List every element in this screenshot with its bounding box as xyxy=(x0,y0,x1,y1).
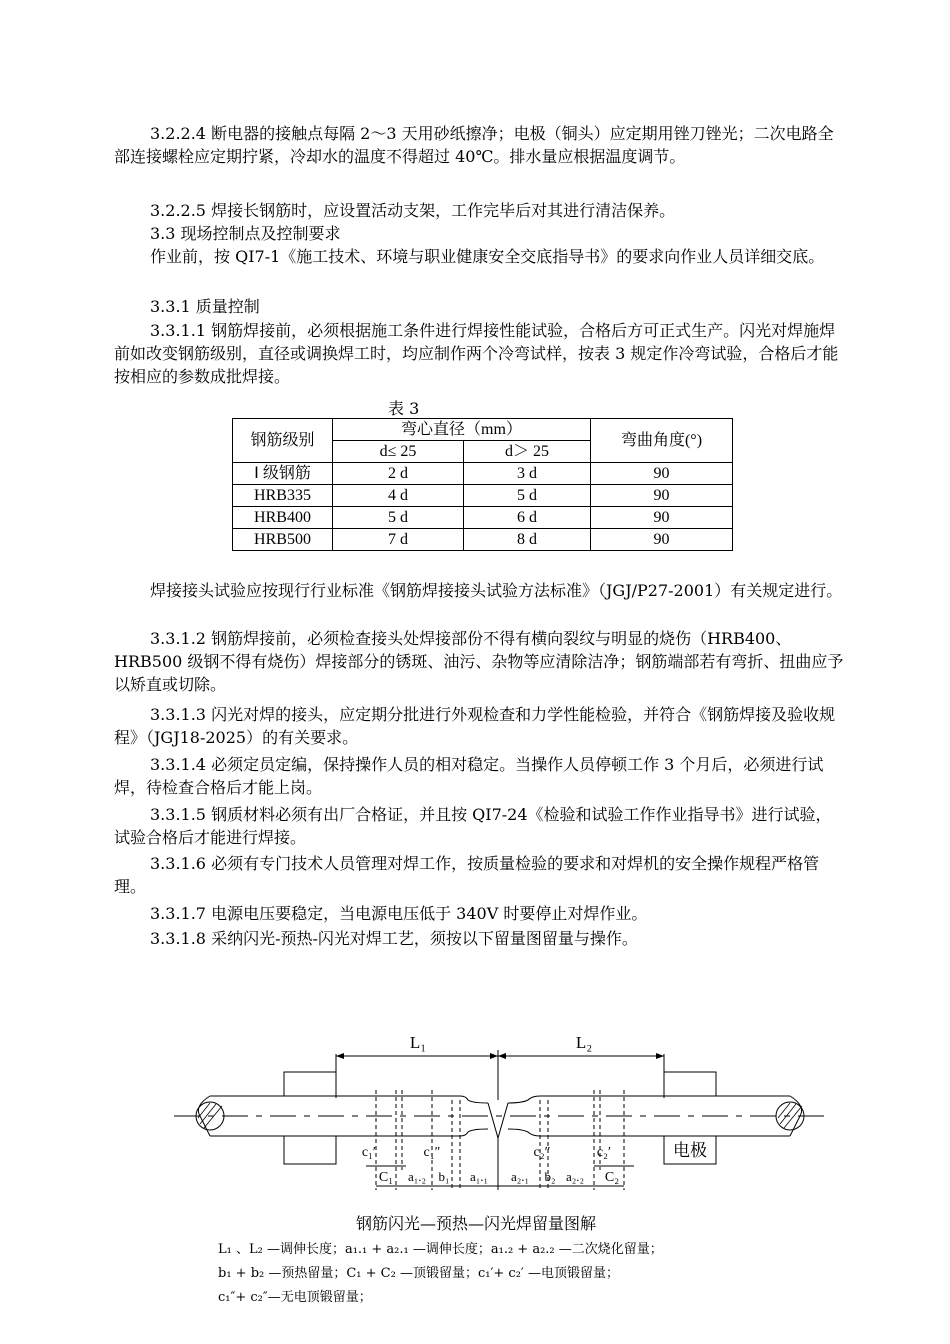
bend-test-table xyxy=(232,418,733,551)
paragraph-3-3-1-2: 3.3.1.2 钢筋焊接前，必须检查接头处焊接部份不得有横向裂纹与明显的烧伤（HRB400、HRB500 级钢不得有烧伤）焊接部分的锈斑、油污、杂物等应清除洁净；钢筋端部若有弯折、扭曲应予以矫直或切除。 xyxy=(114,629,844,694)
paragraph-3-3-1-7: 3.3.1.7 电源电压要稳定，当电源电压低于 340V 时要停止对焊作业。 xyxy=(150,904,648,923)
table-row xyxy=(233,529,733,551)
left-bar-top-edge xyxy=(210,1096,488,1103)
label-c2-prime: c₂′ xyxy=(596,1145,612,1160)
cell-angle: 90 xyxy=(591,507,733,529)
label-a22: a₂.₂ xyxy=(565,1169,585,1184)
label-C1: C₁ xyxy=(378,1170,394,1185)
cell-d-small: 4 d xyxy=(333,485,464,507)
joint-v xyxy=(488,1103,508,1138)
paragraph-3-3-1-4: 3.3.1.4 必须定员定编，保持操作人员的相对稳定。当操作人员停顿工作 3 个月后，必须进行试焊，待检查合格后才能上岗。 xyxy=(114,755,824,797)
label-c2-double-prime: c₂″ xyxy=(533,1145,551,1160)
cell-angle: 90 xyxy=(591,485,733,507)
header-grade: 钢筋级别 xyxy=(233,419,333,463)
paragraph-3-2-2-5: 3.2.2.5 焊接长钢筋时，应设置活动支架，工作完毕后对其进行清洁保养。 xyxy=(150,201,676,220)
cell-d-small: 7 d xyxy=(333,529,464,551)
header-d-small: d≤ 25 xyxy=(333,441,464,463)
legend-line-1: L₁ 、L₂ —调伸长度；a₁.₁ + a₂.₁ —调伸长度；a₁.₂ + a₂.₂ —二次烧化留量； xyxy=(218,1242,663,1257)
paragraph-3-3-1-5: 3.3.1.5 钢质材料必须有出厂合格证，并且按 QI7-24《检验和试验工作作业指导书》进行试验，试验合格后才能进行焊接。 xyxy=(114,805,832,847)
right-bar-top-edge xyxy=(508,1096,790,1103)
cell-angle: 90 xyxy=(591,463,733,485)
cell-grade: HRB335 xyxy=(233,485,333,507)
diagram-title: 钢筋闪光—预热—闪光焊留量图解 xyxy=(356,1214,597,1233)
cell-d-large: 8 d xyxy=(464,529,591,551)
table-row xyxy=(233,485,733,507)
heading-3-3-1: 3.3.1 质量控制 xyxy=(150,297,260,316)
legend-line-3: c₁″+ c₂″—无电顶锻留量； xyxy=(218,1290,372,1305)
paragraph-3-3-1-1: 3.3.1.1 钢筋焊接前，必须根据施工条件进行焊接性能试验，合格后方可正式生产。闪光对焊施焊前如改变钢筋级别，直径或调换焊工时，均应制作两个冷弯试样，按表 3 规定作冷弯试验，合格后才能按相应的参数成批焊接。 xyxy=(114,321,839,386)
cell-d-small: 2 d xyxy=(333,463,464,485)
electrode-top-right xyxy=(664,1072,716,1096)
cell-d-large: 5 d xyxy=(464,485,591,507)
legend-line-2: b₁ + b₂ —预热留量；C₁ + C₂ —顶锻留量；c₁′+ c₂′ —电顶锻留量； xyxy=(218,1266,620,1281)
heading-3-3: 3.3 现场控制点及控制要求 xyxy=(150,224,341,243)
header-d-large: d＞ 25 xyxy=(464,441,591,463)
left-bar-bottom-edge xyxy=(210,1129,488,1136)
flash-butt-weld-diagram xyxy=(170,1020,840,1230)
cell-grade: HRB400 xyxy=(233,507,333,529)
label-b1: b₁ xyxy=(438,1169,450,1184)
paragraph-3-3-1-8: 3.3.1.8 采纳闪光-预热-闪光对焊工艺，须按以下留量图留量与操作。 xyxy=(150,929,638,948)
label-L2: L₂ xyxy=(575,1033,593,1052)
paragraph-3-2-2-4: 3.2.2.4 断电器的接触点每隔 2～3 天用砂纸擦净；电极（铜头）应定期用锉刀锉光；二次电路全部连接螺栓应定期拧紧，冷却水的温度不得超过 40℃。排水量应根据温度调节。 xyxy=(114,124,834,166)
label-c1-double-prime: c₁″ xyxy=(423,1145,441,1160)
paragraph-briefing: 作业前，按 QI7-1《施工技术、环境与职业健康安全交底指导书》的要求向作业人员详细交底。 xyxy=(150,247,825,266)
paragraph-3-3-1-6: 3.3.1.6 必须有专门技术人员管理对焊工作，按质量检验的要求和对焊机的安全操作规程严格管理。 xyxy=(114,854,820,896)
cell-d-large: 6 d xyxy=(464,507,591,529)
label-C2: C₂ xyxy=(604,1170,620,1185)
cell-d-large: 3 d xyxy=(464,463,591,485)
cell-d-small: 5 d xyxy=(333,507,464,529)
cell-grade: Ⅰ 级钢筋 xyxy=(233,463,333,485)
header-diameter: 弯心直径（mm） xyxy=(333,419,591,441)
label-c1-prime: c₁′ xyxy=(361,1145,376,1160)
right-bar-bottom-edge xyxy=(508,1129,790,1136)
cell-angle: 90 xyxy=(591,529,733,551)
label-a21: a₂.₁ xyxy=(510,1169,530,1184)
table-caption: 表 3 xyxy=(388,399,420,418)
paragraph-test-standard: 焊接接头试验应按现行行业标准《钢筋焊接接头试验方法标准》（JGJ/P27-2001）有关规定进行。 xyxy=(150,581,843,600)
label-a12: a₁.₂ xyxy=(407,1169,427,1184)
table-row xyxy=(233,507,733,529)
cell-grade: HRB500 xyxy=(233,529,333,551)
header-angle: 弯曲角度(°) xyxy=(591,419,733,463)
label-b2: b₂ xyxy=(544,1169,556,1184)
electrode-top-left xyxy=(284,1072,336,1096)
paragraph-3-3-1-3: 3.3.1.3 闪光对焊的接头，应定期分批进行外观检查和力学性能检验，并符合《钢筋焊接及验收规程》（JGJ18-2025）的有关要求。 xyxy=(114,705,836,747)
label-electrode: 电极 xyxy=(673,1141,707,1160)
electrode-bottom-left xyxy=(284,1136,336,1164)
label-L1: L₁ xyxy=(409,1033,427,1052)
label-a11: a₁.₁ xyxy=(469,1169,489,1184)
table-row xyxy=(233,463,733,485)
